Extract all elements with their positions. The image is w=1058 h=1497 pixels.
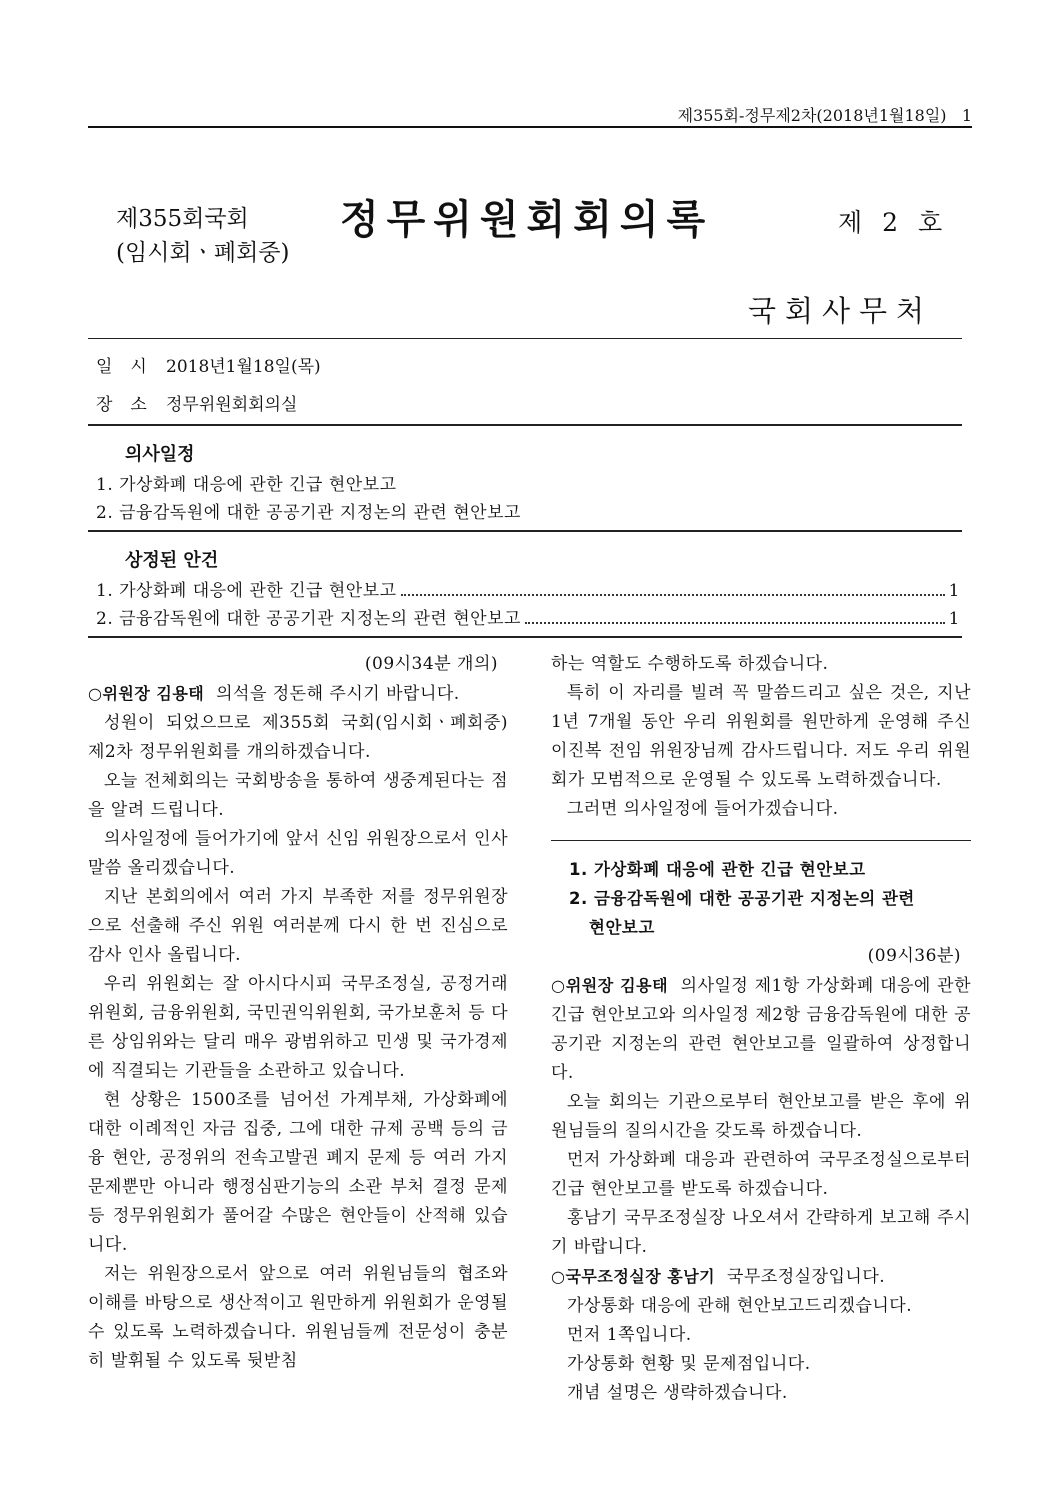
- paragraph: 먼저 가상화폐 대응과 관련하여 국무조정실으로부터 긴급 현안보고를 받도록 하겠습니다.: [551, 1150, 971, 1199]
- session-line-2: (임시회ㆍ폐회중): [116, 240, 290, 266]
- paragraph: 먼저 1쪽입니다.: [567, 1325, 692, 1345]
- agenda-item: 2. 금융감독원에 대한 공공기관 지정논의 관련 현안보고: [96, 503, 521, 523]
- topic-time: (09시36분): [867, 946, 961, 966]
- running-head: [678, 103, 972, 126]
- document-title: 정무위원회회의록: [340, 196, 714, 243]
- rule-top: [88, 338, 962, 339]
- speech: [551, 1262, 971, 1292]
- left-column: [88, 650, 508, 1376]
- section-divider: [551, 840, 971, 841]
- paragraph: 우리 위원회는 잘 아시다시피 국무조정실, 공정거래위원회, 금융위원회, 국민권익위원회, 국가보훈처 등 다른 상임위와는 달리 매우 광범위하고 민생 및 국가경제에 직결되는 기관들을 소관하고 있습니다.: [88, 974, 508, 1081]
- paragraph: 홍남기 국무조정실장 나오셔서 간략하게 보고해 주시기 바랍니다.: [551, 1208, 971, 1257]
- session-line-1: 제355회국회: [116, 206, 249, 232]
- issue-number: 제 2 호: [838, 208, 949, 237]
- topic-heading-1: 1. 가상화폐 대응에 관한 긴급 현안보고: [569, 860, 866, 879]
- topic-heading-2: 2. 금융감독원에 대한 공공기관 지정논의 관련: [569, 889, 915, 908]
- paragraph: 특히 이 자리를 빌려 꼭 말씀드리고 싶은 것은, 지난 1년 7개월 동안 우리 위원회를 원만하게 운영해 주신 이진복 전임 위원장님께 감사드립니다. 저도 우리 위원회가 모범적으로 운영될 수 있도록 노력하겠습니다.: [551, 683, 971, 790]
- running-head-text: 제355회-정무제2차(2018년1월18일): [677, 106, 947, 125]
- header-rule: [88, 126, 972, 128]
- toc-label: 2. 금융감독원에 대한 공공기관 지정논의 관련 현안보고: [96, 609, 521, 629]
- rule-toc: [88, 530, 962, 532]
- place-label: 장소: [96, 395, 165, 415]
- right-column: [551, 650, 971, 1408]
- speech: [551, 971, 971, 1088]
- speaker-name: ○국무조정실장 홍남기: [551, 1267, 716, 1286]
- speech-text: 의석을 정돈해 주시기 바랍니다.: [216, 684, 460, 704]
- toc-leader: [525, 622, 945, 624]
- date-value: 2018년1월18일(목): [166, 357, 321, 377]
- paragraph: 성원이 되었으므로 제355회 국회(임시회ㆍ폐회중) 제2차 정무위원회를 개의하겠습니다.: [88, 713, 508, 762]
- speech: [88, 679, 508, 709]
- publisher: 국회사무처: [748, 294, 934, 328]
- paragraph: 저는 위원장으로서 앞으로 여러 위원님들의 협조와 이해를 바탕으로 생산적이고 원만하게 위원회가 운영될 수 있도록 노력하겠습니다. 위원님들께 전문성이 충분히 발휘될 수 있도록 뒷받침: [88, 1264, 508, 1371]
- session-block: [116, 202, 289, 270]
- toc-page: 1: [948, 609, 960, 629]
- toc-title: 상정된 안건: [125, 550, 219, 571]
- toc-row[interactable]: [96, 576, 960, 601]
- meta-place: [96, 390, 297, 415]
- speech-text: 국무조정실장입니다.: [726, 1267, 886, 1287]
- toc-label: 1. 가상화폐 대응에 관한 긴급 현안보고: [96, 581, 397, 601]
- toc-row[interactable]: [96, 604, 960, 629]
- agenda-title: 의사일정: [125, 444, 195, 465]
- paragraph: 오늘 회의는 기관으로부터 현안보고를 받은 후에 위원님들의 질의시간을 갖도록 하겠습니다.: [551, 1092, 971, 1141]
- topic-heading-2-cont: 현안보고: [589, 918, 655, 937]
- speech-text: 의사일정 제1항 가상화폐 대응에 관한 긴급 현안보고와 의사일정 제2항 금융감독원에 대한 공공기관 지정논의 관련 현안보고를 일괄하여 상정합니다.: [551, 976, 971, 1083]
- agenda-item: 1. 가상화폐 대응에 관한 긴급 현안보고: [96, 475, 397, 495]
- paragraph: 의사일정에 들어가기에 앞서 신임 위원장으로서 인사 말씀 올리겠습니다.: [88, 829, 508, 878]
- rule-agenda: [88, 424, 962, 426]
- toc-leader: [401, 594, 945, 596]
- date-label: 일시: [96, 357, 165, 377]
- toc-page: 1: [948, 581, 960, 601]
- page-number: 1: [961, 106, 972, 125]
- paragraph: 지난 본회의에서 여러 가지 부족한 저를 정무위원장으로 선출해 주신 위원 여러분께 다시 한 번 진심으로 감사 인사 올립니다.: [88, 887, 508, 965]
- meta-date: [96, 352, 321, 377]
- paragraph: 현 상황은 1500조를 넘어선 가계부채, 가상화폐에 대한 이례적인 자금 집중, 그에 대한 규제 공백 등의 금융 현안, 공정위의 전속고발권 폐지 문제 등 여러 가지 문제뿐만 아니라 행정심판기능의 소관 부처 결정 문제 등 정무위원회가 풀어갈 수많은 현안들이 산적해 있습니다.: [88, 1090, 508, 1255]
- open-time: (09시34분 개의): [364, 654, 498, 674]
- paragraph: 그러면 의사일정에 들어가겠습니다.: [567, 799, 839, 819]
- speaker-name: ○위원장 김용태: [551, 976, 669, 995]
- paragraph: 가상통화 현황 및 문제점입니다.: [567, 1354, 811, 1374]
- paragraph-continuation: 하는 역할도 수행하도록 하겠습니다.: [551, 654, 829, 674]
- place-value: 정무위원회회의실: [166, 395, 298, 415]
- speaker-name: ○위원장 김용태: [88, 684, 205, 703]
- paragraph: 개념 설명은 생략하겠습니다.: [567, 1383, 788, 1403]
- paragraph: 오늘 전체회의는 국회방송을 통하여 생중계된다는 점을 알려 드립니다.: [88, 771, 508, 820]
- paragraph: 가상통화 대응에 관해 현안보고드리겠습니다.: [567, 1296, 913, 1316]
- rule-body: [88, 636, 962, 638]
